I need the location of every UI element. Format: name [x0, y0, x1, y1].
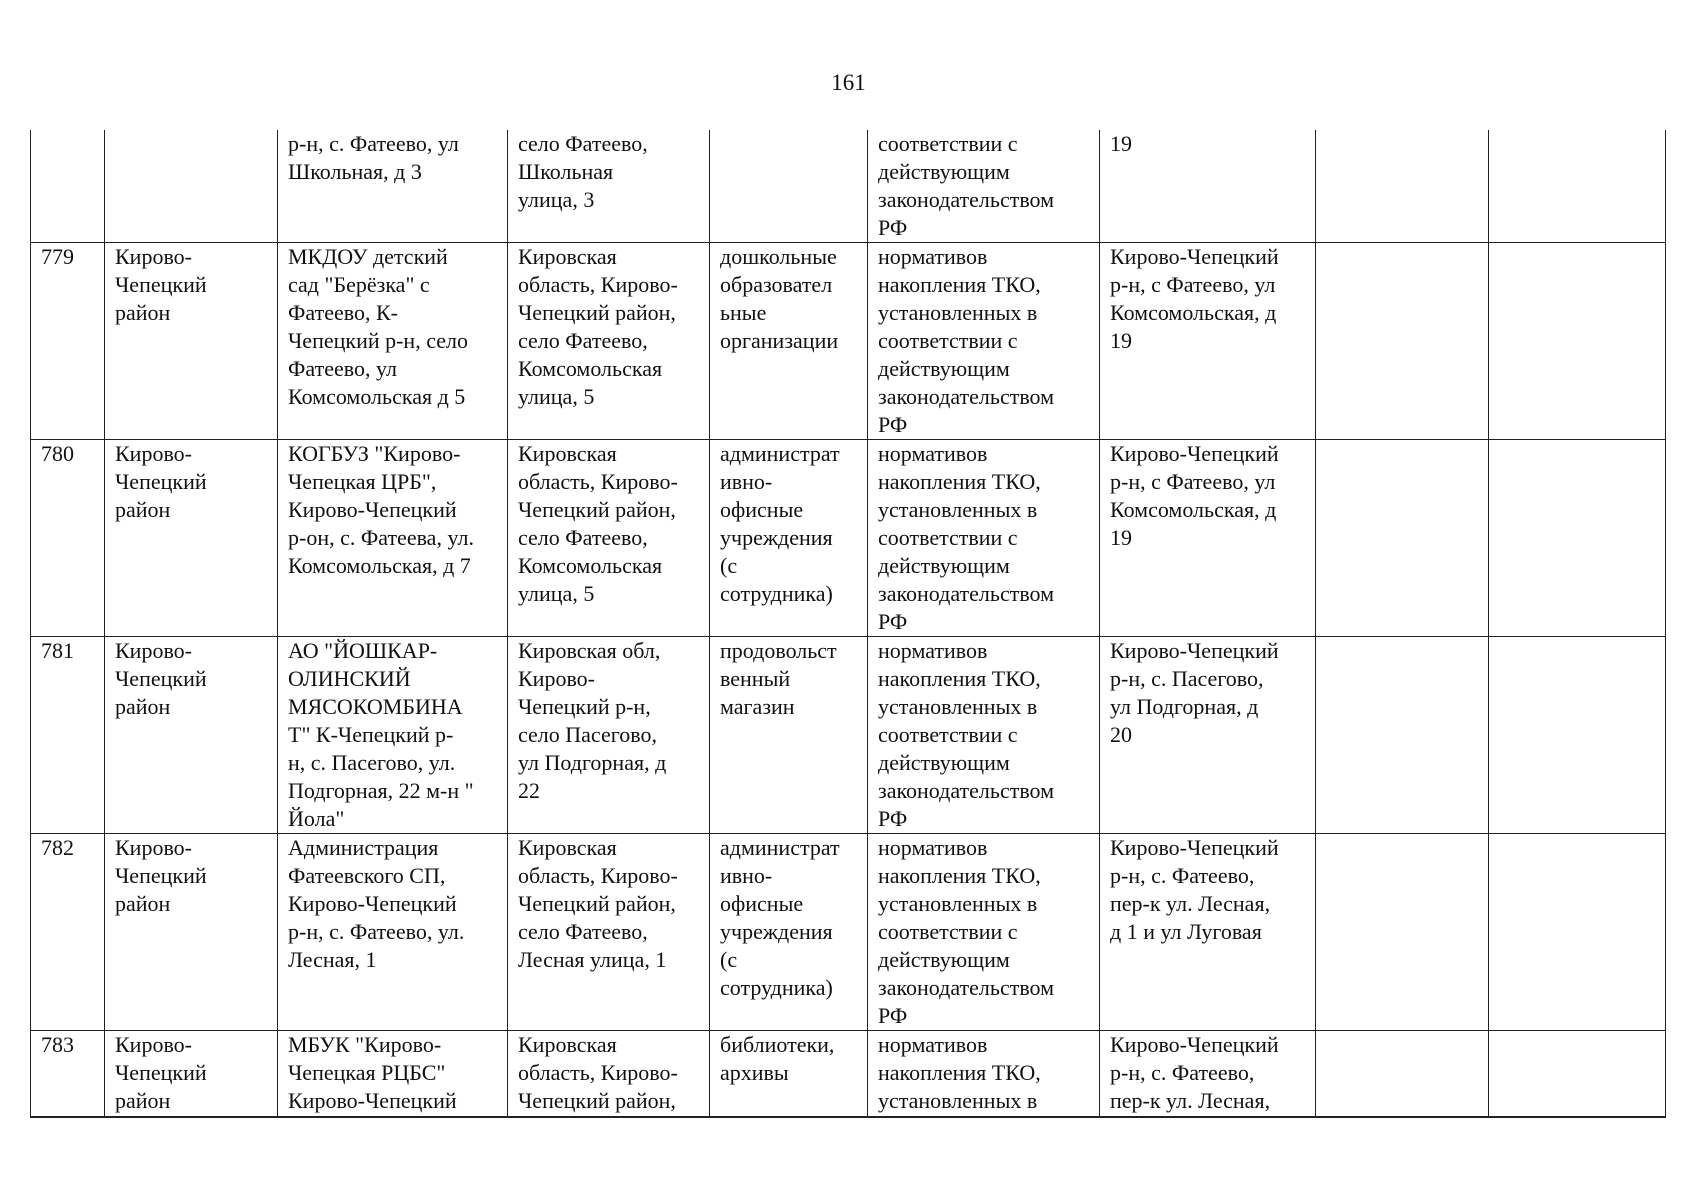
cell-organization: р-н, с. Фатеево, ул Школьная, д 3	[278, 130, 508, 243]
cell-organization: Администрация Фатеевского СП, Кирово-Чепецкий р-н, с. Фатеево, ул. Лесная, 1	[278, 834, 508, 1031]
cell-district	[105, 130, 278, 243]
cell-extra-1	[1316, 130, 1489, 243]
cell-extra-2	[1489, 243, 1666, 440]
table-row-continued	[31, 130, 1666, 243]
cell-collection-site: Кирово-Чепецкий р-н, с. Фатеево, пер-к ул. Лесная,	[1100, 1031, 1316, 1117]
cell-extra-2	[1489, 130, 1666, 243]
cell-number: 781	[31, 637, 105, 834]
table-row	[31, 834, 1666, 1031]
cell-number: 782	[31, 834, 105, 1031]
cell-address: Кировская область, Кирово- Чепецкий район, село Фатеево, Комсомольская улица, 5	[508, 243, 710, 440]
cell-district: Кирово- Чепецкий район	[105, 1031, 278, 1117]
cell-collection-site: 19	[1100, 130, 1316, 243]
cell-extra-1	[1316, 440, 1489, 637]
table-row	[31, 637, 1666, 834]
cell-category: библиотеки, архивы	[710, 1031, 868, 1117]
cell-category: администрат ивно- офисные учреждения (с сотрудника)	[710, 440, 868, 637]
cell-organization: КОГБУЗ "Кирово- Чепецкая ЦРБ", Кирово-Чепецкий р-он, с. Фатеева, ул. Комсомольская, д 7	[278, 440, 508, 637]
cell-extra-1	[1316, 637, 1489, 834]
cell-address: село Фатеево, Школьная улица, 3	[508, 130, 710, 243]
cell-organization: МКДОУ детский сад "Берёзка" с Фатеево, К- Чепецкий р-н, село Фатеево, ул Комсомольская д 5	[278, 243, 508, 440]
cell-address: Кировская область, Кирово- Чепецкий район, село Фатеево, Лесная улица, 1	[508, 834, 710, 1031]
cell-organization: МБУК "Кирово- Чепецкая РЦБС" Кирово-Чепецкий	[278, 1031, 508, 1117]
cell-collection-site: Кирово-Чепецкий р-н, с Фатеево, ул Комсомольская, д 19	[1100, 243, 1316, 440]
cell-category: дошкольные образовател ьные организации	[710, 243, 868, 440]
waste-sources-table	[30, 130, 1666, 1118]
cell-norm: нормативов накопления ТКО, установленных в соответствии с действующим законодательством РФ	[868, 440, 1100, 637]
cell-collection-site: Кирово-Чепецкий р-н, с. Фатеево, пер-к ул. Лесная, д 1 и ул Луговая	[1100, 834, 1316, 1031]
cell-norm: нормативов накопления ТКО, установленных в	[868, 1031, 1100, 1117]
cell-organization: АО "ЙОШКАР- ОЛИНСКИЙ МЯСОКОМБИНА Т" К-Чепецкий р- н, с. Пасегово, ул. Подгорная, 22 м-н " Йола"	[278, 637, 508, 834]
cell-extra-1	[1316, 1031, 1489, 1117]
table-body	[31, 130, 1666, 1117]
cell-collection-site: Кирово-Чепецкий р-н, с Фатеево, ул Комсомольская, д 19	[1100, 440, 1316, 637]
cell-number: 783	[31, 1031, 105, 1117]
cell-category: администрат ивно- офисные учреждения (с сотрудника)	[710, 834, 868, 1031]
table-row	[31, 243, 1666, 440]
cell-norm: нормативов накопления ТКО, установленных в соответствии с действующим законодательством РФ	[868, 243, 1100, 440]
cell-district: Кирово- Чепецкий район	[105, 440, 278, 637]
cell-district: Кирово- Чепецкий район	[105, 834, 278, 1031]
cell-norm: нормативов накопления ТКО, установленных в соответствии с действующим законодательством РФ	[868, 637, 1100, 834]
table-row	[31, 440, 1666, 637]
table-row-truncated	[31, 1031, 1666, 1117]
cell-category	[710, 130, 868, 243]
cell-norm: нормативов накопления ТКО, установленных в соответствии с действующим законодательством РФ	[868, 834, 1100, 1031]
cell-extra-1	[1316, 834, 1489, 1031]
page-number: 161	[831, 70, 866, 95]
cell-norm: соответствии с действующим законодательством РФ	[868, 130, 1100, 243]
cell-number: 779	[31, 243, 105, 440]
cell-address: Кировская область, Кирово- Чепецкий район, село Фатеево, Комсомольская улица, 5	[508, 440, 710, 637]
cell-extra-2	[1489, 1031, 1666, 1117]
cell-extra-1	[1316, 243, 1489, 440]
cell-number: 780	[31, 440, 105, 637]
cell-district: Кирово- Чепецкий район	[105, 243, 278, 440]
cell-address: Кировская обл, Кирово- Чепецкий р-н, село Пасегово, ул Подгорная, д 22	[508, 637, 710, 834]
cell-extra-2	[1489, 637, 1666, 834]
cell-category: продовольст венный магазин	[710, 637, 868, 834]
cell-address: Кировская область, Кирово- Чепецкий район,	[508, 1031, 710, 1117]
cell-district: Кирово- Чепецкий район	[105, 637, 278, 834]
cell-extra-2	[1489, 834, 1666, 1031]
cell-number	[31, 130, 105, 243]
cell-extra-2	[1489, 440, 1666, 637]
cell-collection-site: Кирово-Чепецкий р-н, с. Пасегово, ул Подгорная, д 20	[1100, 637, 1316, 834]
